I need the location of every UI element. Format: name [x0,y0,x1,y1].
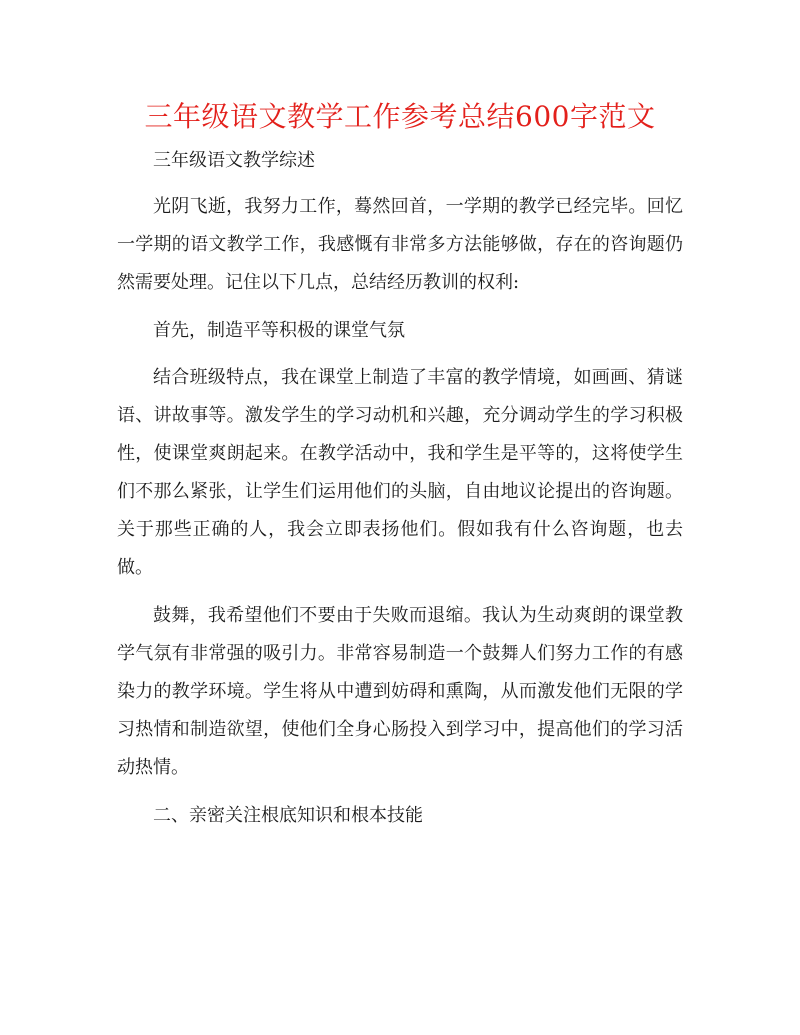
paragraph-encouragement: 鼓舞，我希望他们不要由于失败而退缩。我认为生动爽朗的课堂教学气氛有非常强的吸引力。非常容易制造一个鼓舞人们努力工作的有感染力的教学环境。学生将从中遭到妨碍和熏陶，从而激发他们无限的学习热情和制造欲望，使他们全身心肠投入到学习中，提高他们的学习活动热情。 [117,605,683,778]
paragraph-overview: 三年级语文教学综述 [153,150,315,171]
paragraph-intro: 光阴飞逝，我努力工作，蓦然回首，一学期的教学已经完毕。回忆一学期的语文教学工作，我感慨有非常多方法能够做，存在的咨询题仍然需要处理。记住以下几点，总结经历教训的权利: [117,196,683,293]
section-heading-classroom-atmosphere: 首先，制造平等积极的课堂气氛 [153,320,405,341]
paragraph-classroom-practice: 结合班级特点，我在课堂上制造了丰富的教学情境，如画画、猜谜语、讲故事等。激发学生的学习动机和兴趣，充分调动学生的学习积极性，使课堂爽朗起来。在教学活动中，我和学生是平等的，这将使学生们不那么紧张，让学生们运用他们的头脑，自由地议论提出的咨询题。关于那些正确的人，我会立即表扬他们。假如我有什么咨询题，也去做。 [117,367,683,578]
document-title: 三年级语文教学工作参考总结600字范文 [144,100,656,133]
document-body [117,142,683,845]
section-heading-basic-knowledge: 二、亲密关注根底知识和根本技能 [153,805,423,826]
